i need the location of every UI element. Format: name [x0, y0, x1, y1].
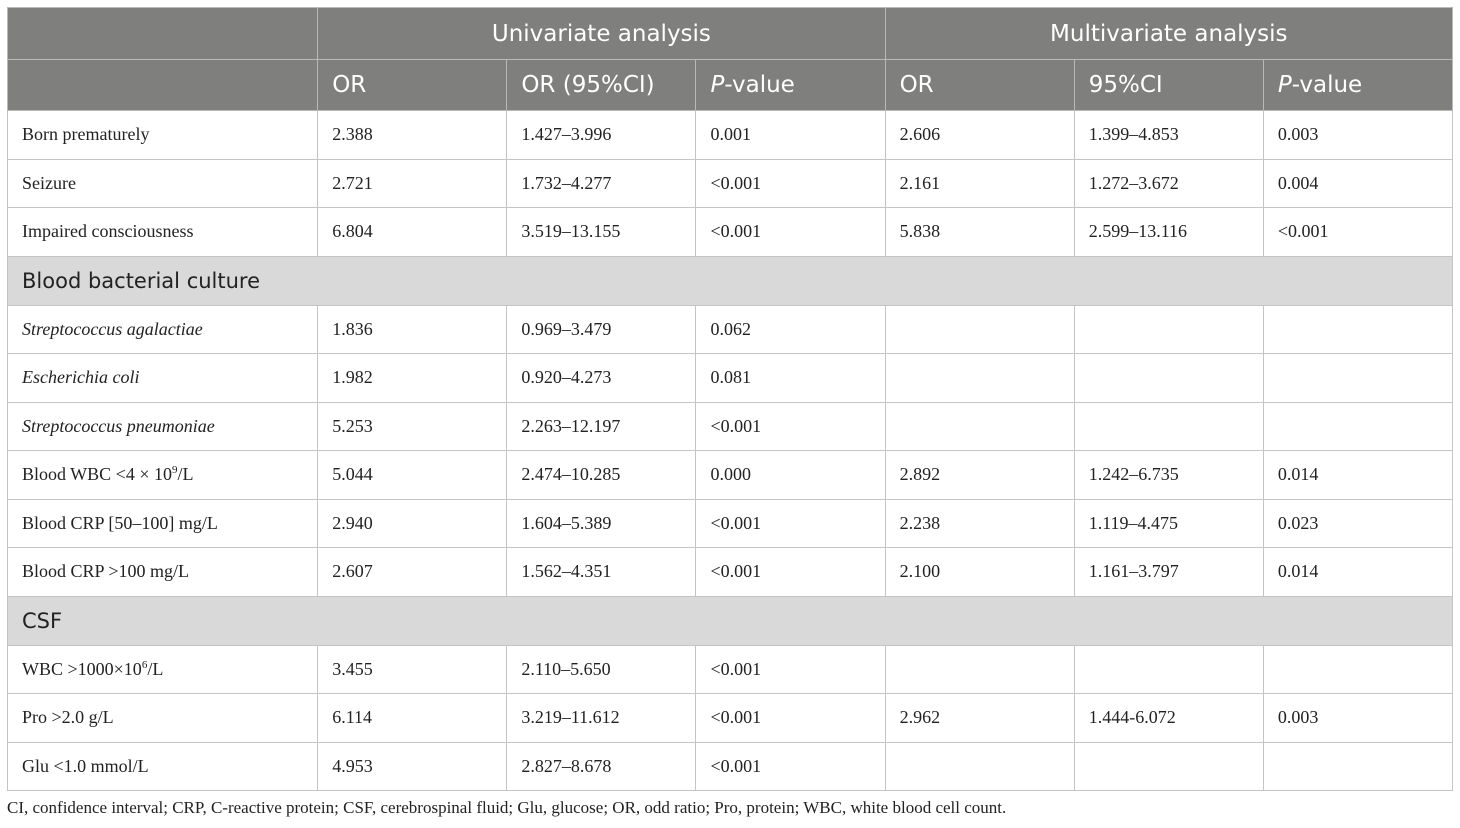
- row-label-post: /L: [177, 464, 194, 485]
- cell-or-uni: 5.044: [318, 451, 507, 500]
- cell-or-multi: [885, 645, 1074, 694]
- cell-or-uni: 6.114: [318, 694, 507, 743]
- cell-ci-multi: 2.599–13.116: [1074, 208, 1263, 257]
- row-label: Seizure: [8, 159, 318, 208]
- row-label: Impaired consciousness: [8, 208, 318, 257]
- cell-ci-multi: [1074, 742, 1263, 791]
- cell-or-uni: 6.804: [318, 208, 507, 257]
- row-label: Blood CRP [50–100] mg/L: [8, 499, 318, 548]
- cell-ci-uni: 0.969–3.479: [507, 305, 696, 354]
- cell-p-multi: 0.004: [1263, 159, 1452, 208]
- cell-ci-uni: 2.827–8.678: [507, 742, 696, 791]
- section-row: [8, 596, 1453, 645]
- header-p-multi: [1263, 60, 1452, 111]
- cell-ci-uni: 1.562–4.351: [507, 548, 696, 597]
- cell-ci-multi: [1074, 402, 1263, 451]
- cell-ci-uni: 2.110–5.650: [507, 645, 696, 694]
- cell-p-uni: <0.001: [696, 402, 885, 451]
- header-multivariate: Multivariate analysis: [885, 8, 1452, 60]
- cell-ci-multi: 1.242–6.735: [1074, 451, 1263, 500]
- row-label: [8, 451, 318, 500]
- cell-or-multi: [885, 305, 1074, 354]
- cell-or-multi: 2.606: [885, 111, 1074, 160]
- cell-ci-multi: [1074, 354, 1263, 403]
- cell-p-uni: <0.001: [696, 548, 885, 597]
- table-row: [8, 208, 1453, 257]
- cell-ci-uni: 3.219–11.612: [507, 694, 696, 743]
- header-p-uni-rest: -value: [724, 72, 795, 98]
- cell-p-multi: [1263, 305, 1452, 354]
- cell-or-uni: 2.721: [318, 159, 507, 208]
- cell-or-multi: [885, 402, 1074, 451]
- header-blank: [8, 8, 318, 60]
- cell-ci-multi: 1.399–4.853: [1074, 111, 1263, 160]
- header-p-multi-italic: P: [1277, 72, 1292, 98]
- row-label: Born prematurely: [8, 111, 318, 160]
- cell-ci-multi: 1.444-6.072: [1074, 694, 1263, 743]
- row-label-sup: 6: [141, 658, 148, 671]
- cell-ci-multi: [1074, 645, 1263, 694]
- cell-p-multi: 0.014: [1263, 548, 1452, 597]
- cell-p-multi: 0.003: [1263, 694, 1452, 743]
- cell-p-multi: [1263, 354, 1452, 403]
- cell-or-multi: 2.161: [885, 159, 1074, 208]
- cell-ci-uni: 2.474–10.285: [507, 451, 696, 500]
- header-or-multi: OR: [885, 60, 1074, 111]
- cell-or-uni: 2.388: [318, 111, 507, 160]
- cell-p-uni: <0.001: [696, 742, 885, 791]
- row-label-pre: WBC >1000×10: [22, 658, 142, 679]
- cell-or-multi: 5.838: [885, 208, 1074, 257]
- cell-or-uni: 4.953: [318, 742, 507, 791]
- regression-table: [7, 7, 1453, 791]
- row-label-post: /L: [147, 658, 164, 679]
- header-or-uni: OR: [318, 60, 507, 111]
- row-label: Blood CRP >100 mg/L: [8, 548, 318, 597]
- row-label-pre: Blood WBC <4 × 10: [22, 464, 172, 485]
- cell-p-multi: <0.001: [1263, 208, 1452, 257]
- header-univariate: Univariate analysis: [318, 8, 885, 60]
- cell-or-multi: [885, 742, 1074, 791]
- cell-p-multi: [1263, 742, 1452, 791]
- cell-or-multi: 2.100: [885, 548, 1074, 597]
- cell-ci-uni: 1.604–5.389: [507, 499, 696, 548]
- cell-ci-uni: 0.920–4.273: [507, 354, 696, 403]
- cell-ci-multi: [1074, 305, 1263, 354]
- cell-or-multi: 2.238: [885, 499, 1074, 548]
- cell-or-uni: 3.455: [318, 645, 507, 694]
- table-row: [8, 548, 1453, 597]
- table-row: [8, 451, 1453, 500]
- cell-or-uni: 2.940: [318, 499, 507, 548]
- section-blood-culture: Blood bacterial culture: [8, 256, 1453, 305]
- header-p-multi-rest: -value: [1291, 72, 1363, 98]
- row-label: Glu <1.0 mmol/L: [8, 742, 318, 791]
- row-label: Streptococcus agalactiae: [8, 305, 318, 354]
- cell-or-uni: 1.982: [318, 354, 507, 403]
- cell-ci-uni: 2.263–12.197: [507, 402, 696, 451]
- table-row: [8, 742, 1453, 791]
- cell-p-multi: 0.014: [1263, 451, 1452, 500]
- table-row: [8, 354, 1453, 403]
- cell-ci-multi: 1.272–3.672: [1074, 159, 1263, 208]
- header-ci-uni: OR (95%CI): [507, 60, 696, 111]
- section-row: [8, 256, 1453, 305]
- section-csf: CSF: [8, 596, 1453, 645]
- cell-p-uni: 0.081: [696, 354, 885, 403]
- cell-p-multi: [1263, 402, 1452, 451]
- header-p-uni-italic: P: [710, 72, 725, 98]
- table-footnote: CI, confidence interval; CRP, C-reactive protein; CSF, cerebrospinal fluid; Glu, glucose; OR, odd ratio; Pro, protein; WBC, white blood cell count.: [7, 798, 1007, 817]
- cell-ci-uni: 1.732–4.277: [507, 159, 696, 208]
- cell-ci-multi: 1.119–4.475: [1074, 499, 1263, 548]
- header-row-columns: [8, 60, 1453, 111]
- row-label: Streptococcus pneumoniae: [8, 402, 318, 451]
- cell-ci-multi: 1.161–3.797: [1074, 548, 1263, 597]
- table-row: [8, 402, 1453, 451]
- table-row: [8, 499, 1453, 548]
- cell-p-uni: <0.001: [696, 694, 885, 743]
- cell-p-multi: 0.003: [1263, 111, 1452, 160]
- cell-or-uni: 1.836: [318, 305, 507, 354]
- cell-or-uni: 2.607: [318, 548, 507, 597]
- cell-p-uni: 0.001: [696, 111, 885, 160]
- row-label: Escherichia coli: [8, 354, 318, 403]
- cell-ci-uni: 1.427–3.996: [507, 111, 696, 160]
- cell-or-uni: 5.253: [318, 402, 507, 451]
- cell-ci-uni: 3.519–13.155: [507, 208, 696, 257]
- cell-p-uni: 0.062: [696, 305, 885, 354]
- cell-or-multi: 2.962: [885, 694, 1074, 743]
- table-row: [8, 305, 1453, 354]
- cell-or-multi: [885, 354, 1074, 403]
- row-label: [8, 645, 318, 694]
- results-table-container: [7, 7, 1453, 791]
- cell-p-uni: <0.001: [696, 645, 885, 694]
- row-label-sup: 9: [172, 464, 178, 477]
- header-blank-2: [8, 60, 318, 111]
- header-row-groups: [8, 8, 1453, 60]
- cell-p-uni: 0.000: [696, 451, 885, 500]
- cell-p-uni: <0.001: [696, 499, 885, 548]
- cell-p-multi: [1263, 645, 1452, 694]
- table-row: [8, 159, 1453, 208]
- cell-p-uni: <0.001: [696, 208, 885, 257]
- row-label: Pro >2.0 g/L: [8, 694, 318, 743]
- header-ci-multi: 95%CI: [1074, 60, 1263, 111]
- cell-or-multi: 2.892: [885, 451, 1074, 500]
- header-p-uni: [696, 60, 885, 111]
- cell-p-uni: <0.001: [696, 159, 885, 208]
- table-row: [8, 111, 1453, 160]
- table-row: [8, 645, 1453, 694]
- table-row: [8, 694, 1453, 743]
- cell-p-multi: 0.023: [1263, 499, 1452, 548]
